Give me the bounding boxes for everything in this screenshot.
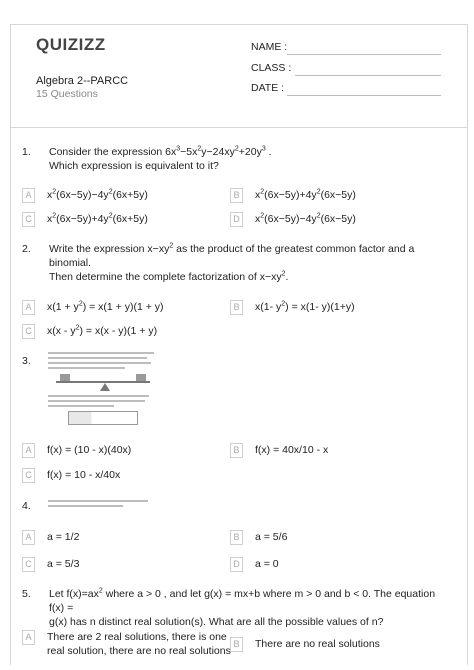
date-line: [287, 95, 441, 96]
date-field[interactable]: [251, 82, 441, 98]
question-4-image: [48, 500, 148, 510]
option-letter: B: [230, 530, 243, 545]
option-letter: C: [22, 557, 35, 572]
option-letter: A: [22, 300, 35, 315]
name-label: NAME :: [251, 41, 288, 53]
name-line: [287, 54, 441, 55]
question-number: 4.: [22, 500, 31, 512]
option-letter: D: [230, 212, 243, 227]
option-letter: B: [230, 300, 243, 315]
quizizz-logo: QUIZIZZ: [36, 35, 106, 54]
question-text: Consider the expression $6x^3-5x^2y-24xy^2+20y^3$ . Which expression is equivalent to it?: [49, 145, 272, 172]
question-number: 5.: [22, 588, 31, 600]
option-letter: B: [230, 443, 243, 458]
question-number: 1.: [22, 146, 31, 158]
option-letter: A: [22, 630, 35, 645]
option-letter: C: [22, 324, 35, 339]
class-label: CLASS :: [251, 62, 292, 74]
class-line: [295, 75, 441, 76]
class-field[interactable]: [251, 62, 441, 78]
question-text: Let $f(x)=ax^2$ where a > 0 , and let g(x) = mx+b where m > 0 and b < 0. The equation f(x) = g(x) has n distinct real solution(s). What are all the possible values of n?: [49, 587, 436, 628]
question-3-image: [48, 352, 158, 425]
option-letter: B: [230, 188, 243, 203]
question-text: Write the expression $x-xy^2$ as the product of the greatest common factor and a binomial. Then determine the complete factorization of $x-xy^2$.: [49, 242, 415, 283]
question-number: 3.: [22, 355, 31, 367]
date-label: DATE :: [251, 82, 285, 94]
option-letter: D: [230, 557, 243, 572]
data-table-thumb: [68, 411, 138, 425]
option-letter: B: [230, 637, 243, 652]
option-letter: C: [22, 212, 35, 227]
header-divider: [11, 127, 467, 128]
question-count: 15 Questions: [36, 88, 98, 100]
worksheet-header: [11, 25, 467, 115]
option-letter: C: [22, 468, 35, 483]
option-letter: A: [22, 188, 35, 203]
option-letter: A: [22, 443, 35, 458]
option-letter: A: [22, 530, 35, 545]
worksheet-title: Algebra 2--PARCC: [36, 75, 129, 87]
lever-diagram: [56, 373, 150, 391]
name-field[interactable]: [251, 41, 441, 57]
question-number: 2.: [22, 243, 31, 255]
